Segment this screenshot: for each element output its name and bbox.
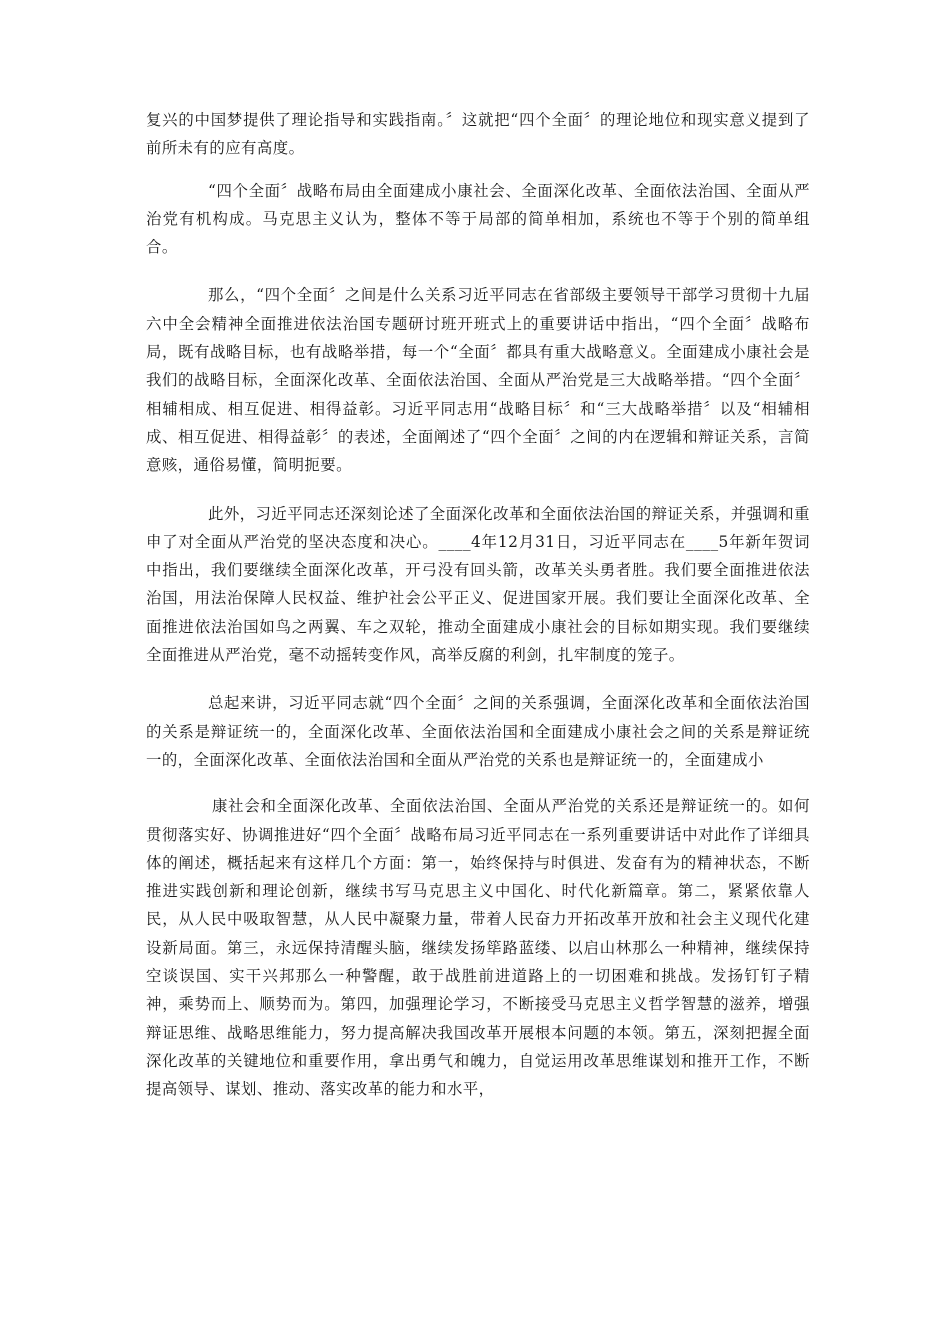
paragraph-relationship: 那么，“四个全面〞之间是什么关系习近平同志在省部级主要领导干部学习贯彻十九届六中全会精神全面推进依法治国专题研讨班开班式上的重要讲话中指出，“四个全面〞战略布局，既有战略目标，也有战略举措，每一个“全面〞都具有重大战略意义。全面建成小康社会是我们的战略目标，全面深化改革、全面依法治国、全面从严治党是三大战略举措。“四个全面〞相辅相成、相互促进、相得益彰。习近平同志用“战略目标〞和“三大战略举措〞以及“相辅相成、相互促进、相得益彰〞的表述，全面阐述了“四个全面〞之间的内在逻辑和辩证关系，言简意赅，通俗易懂，简明扼要。: [146, 286, 810, 475]
document-page: [146, 106, 810, 1104]
paragraph-intro: 复兴的中国梦提供了理论指导和实践指南。〞这就把“四个全面〞的理论地位和现实意义提到了前所未有的应有高度。: [146, 111, 810, 158]
paragraph-four-comprehensives-layout: “四个全面〞战略布局由全面建成小康社会、全面深化改革、全面依法治国、全面从严治党有机构成。马克思主义认为，整体不等于局部的简单相加，系统也不等于个别的简单组合。: [146, 181, 810, 257]
paragraph-summary: 总起来讲，习近平同志就“四个全面〞之间的关系强调，全面深化改革和全面依法治国的关系是辩证统一的，全面深化改革、全面依法治国和全面建成小康社会之间的关系是辩证统一的，全面深化改革、全面依法治国和全面从严治党的关系也是辩证统一的，全面建成小: [146, 694, 810, 769]
paragraph-implementation: 康社会和全面深化改革、全面依法治国、全面从严治党的关系还是辩证统一的。如何贯彻落实好、协调推进好“四个全面〞战略布局习近平同志在一系列重要讲话中对此作了详细具体的阐述，概括起来有这样几个方面：第一，始终保持与时俱进、发奋有为的精神状态，不断推进实践创新和理论创新，继续书写马克思主义中国化、时代化新篇章。第二，紧紧依靠人民，从人民中吸取智慧，从人民中凝聚力量，带着人民奋力开拓改革开放和社会主义现代化建设新局面。第三，永远保持清醒头脑，继续发扬筚路蓝缕、以启山林那么一种精神，继续保持空谈误国、实干兴邦那么一种警醒，敢于战胜前进道路上的一切困难和挑战。发扬钉钉子精神，乘势而上、顺势而为。第四，加强理论学习，不断接受马克思主义哲学智慧的滋养，增强辩证思维、战略思维能力，努力提高解决我国改革开展根本问题的本领。第五，深刻把握全面深化改革的关键地位和重要作用，拿出勇气和魄力，自觉运用改革思维谋划和推开工作，不断提高领导、谋划、推动、落实改革的能力和水平，: [146, 797, 810, 1099]
paragraph-dialectical-relationship: 此外，习近平同志还深刻论述了全面深化改革和全面依法治国的辩证关系，并强调和重申了对全面从严治党的坚决态度和决心。____4年12月31日，习近平同志在____5年新年贺词中指出，我们要继续全面深化改革，开弓没有回头箭，改革关头勇者胜。我们要全面推进依法治国，用法治保障人民权益、维护社会公平正义、促进国家开展。我们要让全面深化改革、全面推进依法治国如鸟之两翼、车之双轮，推动全面建成小康社会的目标如期实现。我们要继续全面推进从严治党，毫不动摇转变作风，高举反腐的利剑，扎牢制度的笼子。: [146, 504, 810, 665]
